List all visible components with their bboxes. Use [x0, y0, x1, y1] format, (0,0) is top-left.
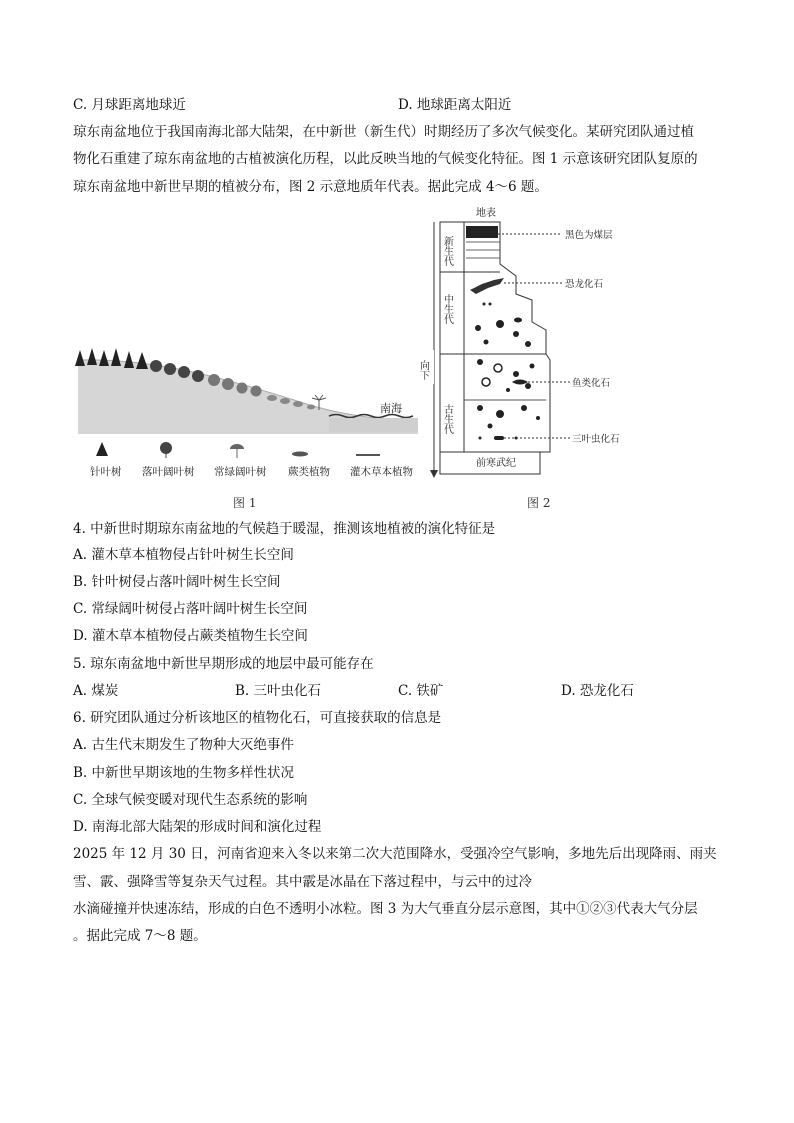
q5-option-d: D. 恐龙化石 — [561, 683, 634, 699]
q3-option-c: C. 月球距离地球近 — [73, 97, 186, 113]
fern-icon — [292, 452, 308, 457]
era-mesozoic: 中生代 — [441, 294, 453, 324]
q4-stem: 4. 中新世时期琼东南盆地的气候趋于暖湿，推测该地植被的演化特征是 — [73, 521, 496, 537]
annotation-coal: 黑色为煤层 — [565, 230, 613, 241]
trilobite-fossil-icon — [494, 436, 504, 440]
intro1-line2: 物化石重建了琼东南盆地的古植被演化历程，以此反映当地的气候变化特征。图 1 示意该研究团队复原的 — [73, 151, 698, 167]
q5-stem: 5. 琼东南盆地中新世早期形成的地层中最可能存在 — [73, 656, 374, 672]
figure-2-geologic-column — [417, 204, 640, 484]
figure-1-vegetation — [74, 338, 418, 488]
era-precambrian: 前寒武纪 — [476, 458, 516, 469]
figure-2-caption: 图 2 — [527, 496, 551, 510]
intro1-line3: 琼东南盆地中新世早期的植被分布，图 2 示意地质年代表。据此完成 4～6 题。 — [73, 179, 548, 195]
down-arrow-icon — [430, 470, 438, 478]
q6-option-b: B. 中新世早期该地的生物多样性状况 — [73, 765, 295, 781]
legend-conifer: 针叶树 — [90, 466, 122, 478]
q6-option-d: D. 南海北部大陆架的形成时间和演化过程 — [73, 819, 322, 835]
q3-option-d: D. 地球距离太阳近 — [398, 97, 512, 113]
legend-fern: 蕨类植物 — [288, 466, 330, 478]
q6-stem: 6. 研究团队通过分析该地区的植物化石，可直接获取的信息是 — [73, 710, 442, 726]
era-paleozoic: 古生代 — [441, 404, 453, 434]
q6-option-c: C. 全球气候变暖对现代生态系统的影响 — [73, 792, 308, 808]
legend-evergreen: 常绿阔叶树 — [214, 466, 267, 478]
intro1-line1: 琼东南盆地位于我国南海北部大陆架，在中新世（新生代）时期经历了多次气候变化。某研究团队通过植 — [73, 124, 694, 140]
deciduous-icon — [160, 442, 172, 454]
conifer-icon — [96, 442, 108, 456]
era-cenozoic: 新生代 — [441, 236, 453, 266]
legend-shrub: 灌木草本植物 — [350, 466, 413, 478]
sea-label: 南海 — [380, 402, 402, 415]
intro2-line3: 水滴碰撞并快速冻结，形成的白色不透明小冰粒。图 3 为大气垂直分层示意图，其中①②③代表大气分层 — [73, 901, 698, 917]
q5-option-c: C. 铁矿 — [398, 683, 444, 699]
intro2-line2: 雪、霰、强降雪等复杂天气过程。其中霰是冰晶在下落过程中，与云中的过冷 — [73, 874, 532, 890]
direction-label: 向下 — [417, 360, 429, 380]
coal-layer — [466, 226, 498, 238]
annotation-dinosaur: 恐龙化石 — [565, 279, 604, 290]
evergreen-icon — [230, 444, 244, 449]
q4-option-d: D. 灌木草本植物侵占蕨类植物生长空间 — [73, 628, 308, 644]
q6-option-a: A. 古生代末期发生了物种大灭绝事件 — [73, 737, 294, 753]
q4-option-c: C. 常绿阔叶树侵占落叶阔叶树生长空间 — [73, 601, 308, 617]
q5-option-b: B. 三叶虫化石 — [235, 683, 322, 699]
intro2-line1: 2025 年 12 月 30 日，河南省迎来入冬以来第二次大范围降水，受强冷空气影响，多地先后出现降雨、雨夹 — [73, 846, 717, 862]
q5-option-a: A. 煤炭 — [73, 683, 119, 699]
column-outline — [440, 222, 550, 474]
annotation-fish: 鱼类化石 — [572, 378, 611, 389]
legend-deciduous: 落叶阔叶树 — [142, 466, 195, 478]
figure-1-caption: 图 1 — [233, 496, 257, 510]
annotation-trilobite: 三叶虫化石 — [572, 434, 620, 445]
q4-option-b: B. 针叶树侵占落叶阔叶树生长空间 — [73, 574, 281, 590]
intro2-line4: 。据此完成 7～8 题。 — [73, 928, 207, 944]
q4-option-a: A. 灌木草本植物侵占针叶树生长空间 — [73, 547, 294, 563]
surface-label: 地表 — [476, 208, 496, 219]
